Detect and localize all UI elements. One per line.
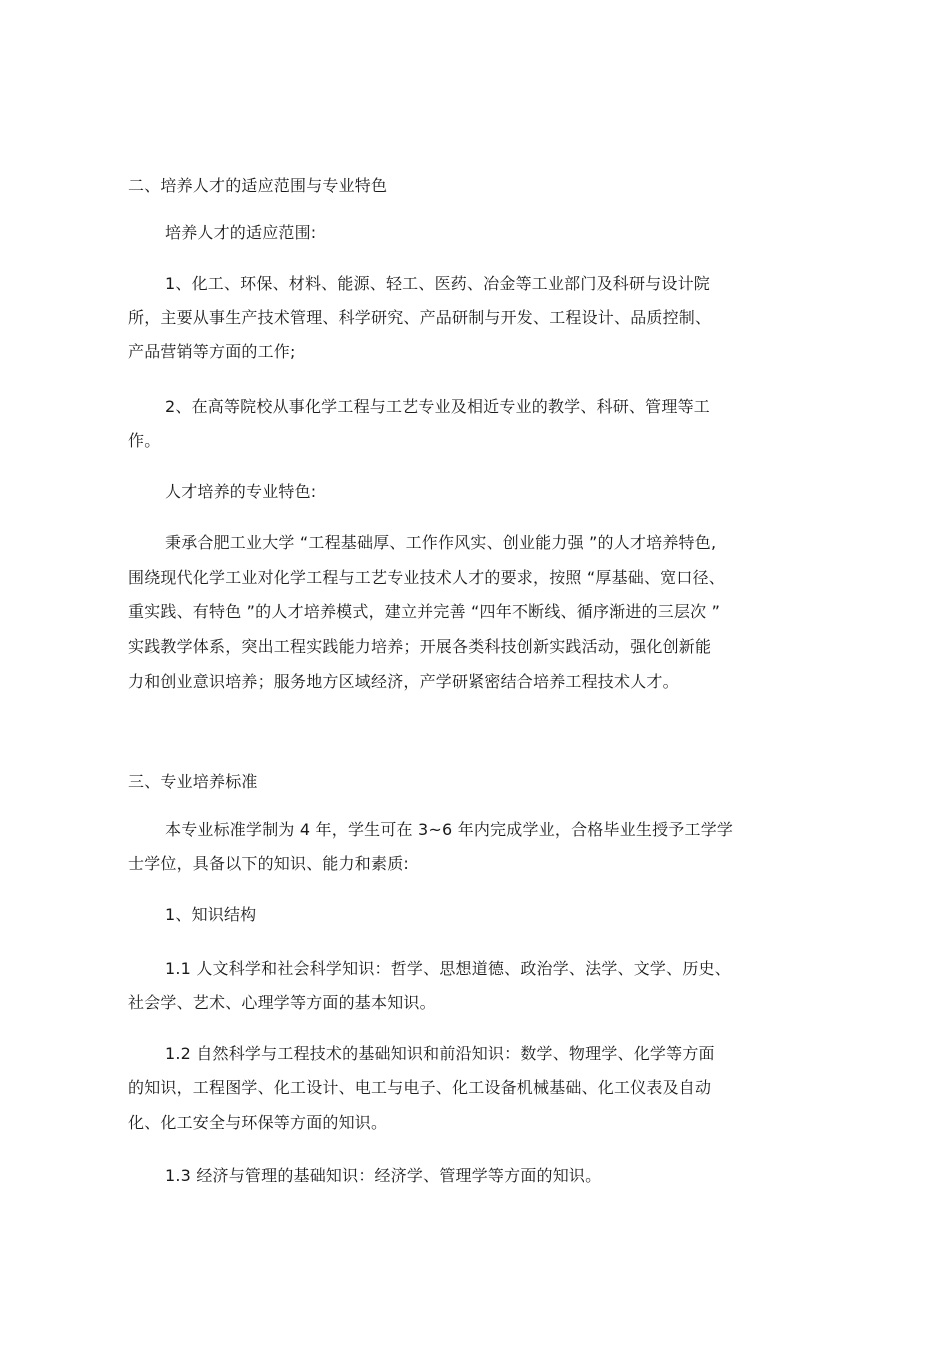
knowledge-title: 1、知识结构	[165, 905, 257, 924]
feature-line-4: 实践教学体系，突出工程实践能力培养；开展各类科技创新实践活动，强化创新能	[128, 637, 712, 656]
knowledge-1-2-line-3: 化、化工安全与环保等方面的知识。	[128, 1113, 388, 1132]
scope-item-2-line-1: 2、在高等院校从事化学工程与工艺专业及相近专业的教学、科研、管理等工	[165, 397, 710, 416]
feature-line-3: 重实践、有特色 ”的人才培养模式，建立并完善 “四年不断线、循序渐进的三层次 ”	[128, 602, 721, 621]
knowledge-1-1-line-1: 1.1 人文科学和社会科学知识：哲学、思想道德、政治学、法学、文学、历史、	[165, 959, 731, 978]
scope-item-2-line-2: 作。	[128, 431, 161, 450]
intro-line-2: 士学位，具备以下的知识、能力和素质:	[128, 854, 409, 873]
section-2-heading: 二、培养人才的适应范围与专业特色	[128, 176, 388, 195]
scope-item-1-line-2: 所，主要从事生产技术管理、科学研究、产品研制与开发、工程设计、品质控制、	[128, 308, 712, 327]
knowledge-1-2-line-2: 的知识，工程图学、化工设计、电工与电子、化工设备机械基础、化工仪表及自动	[128, 1078, 712, 1097]
feature-line-2: 围绕现代化学工业对化学工程与工艺专业技术人才的要求，按照 “厚基础、宽口径、	[128, 568, 725, 587]
knowledge-1-2-line-1: 1.2 自然科学与工程技术的基础知识和前沿知识：数学、物理学、化学等方面	[165, 1044, 715, 1063]
knowledge-1-3-line-1: 1.3 经济与管理的基础知识：经济学、管理学等方面的知识。	[165, 1166, 602, 1185]
scope-item-1-line-1: 1、化工、环保、材料、能源、轻工、医药、冶金等工业部门及科研与设计院	[165, 274, 710, 293]
section-3-heading: 三、专业培养标准	[128, 772, 258, 791]
feature-line-1: 秉承合肥工业大学 “工程基础厚、工作作风实、创业能力强 ”的人才培养特色,	[165, 533, 717, 552]
scope-item-1-line-3: 产品营销等方面的工作;	[128, 342, 296, 361]
feature-line-5: 力和创业意识培养；服务地方区域经济，产学研紧密结合培养工程技术人才。	[128, 672, 679, 691]
knowledge-1-1-line-2: 社会学、艺术、心理学等方面的基本知识。	[128, 993, 436, 1012]
intro-line-1: 本专业标准学制为 4 年，学生可在 3~6 年内完成学业，合格毕业生授予工学学	[165, 820, 734, 839]
feature-title: 人才培养的专业特色:	[165, 482, 317, 501]
scope-title: 培养人才的适应范围:	[165, 223, 317, 242]
